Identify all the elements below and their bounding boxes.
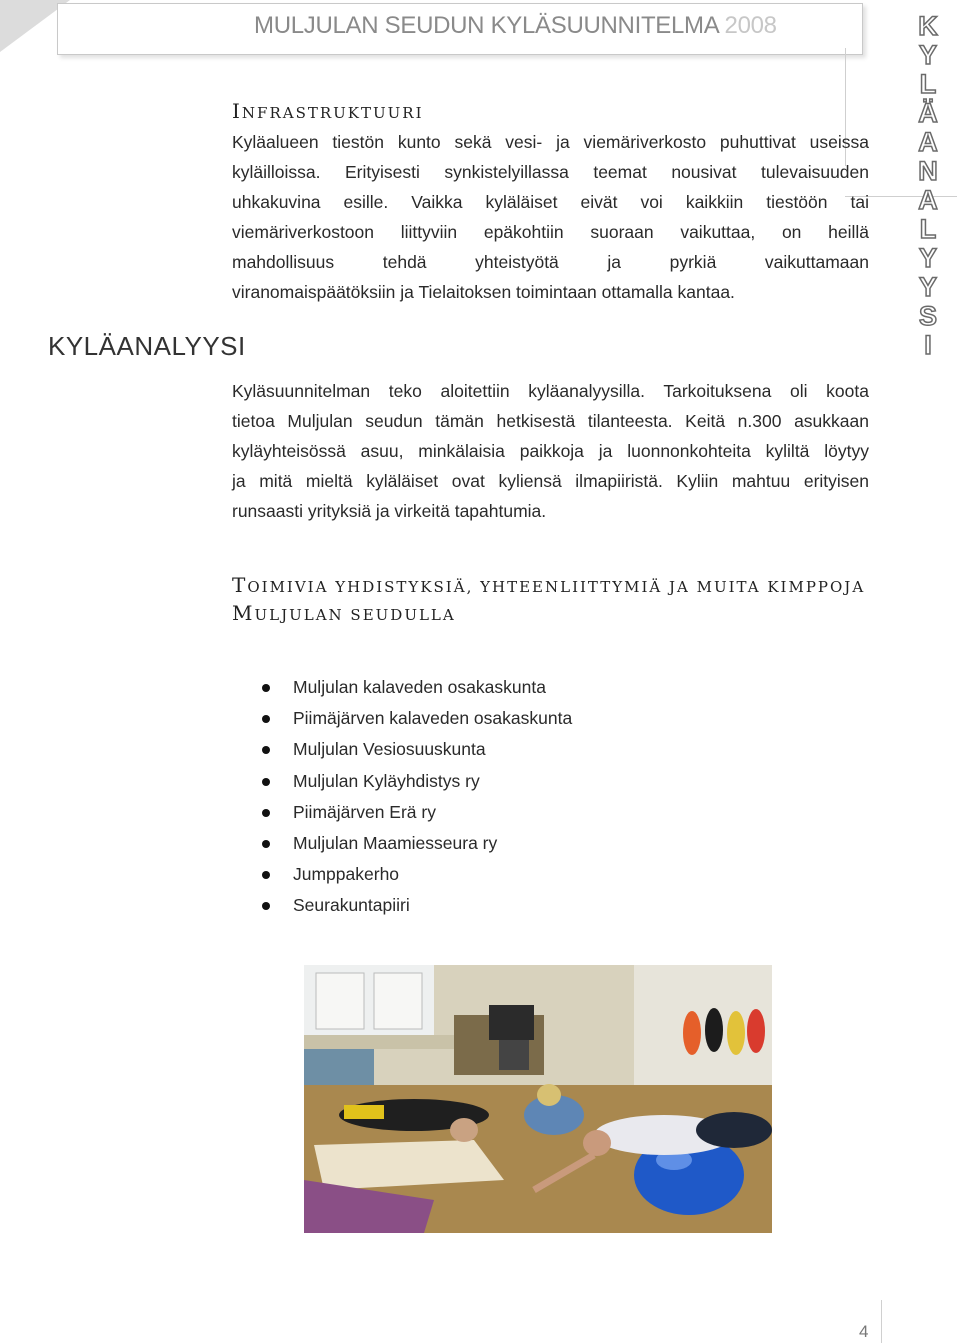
- list-item: [262, 766, 572, 797]
- heading-initial: T: [232, 573, 248, 597]
- infrastructure-paragraph: [232, 127, 869, 307]
- exercise-photo-illustration: [304, 965, 772, 1233]
- section-title: KYLÄANALYYSI: [48, 331, 246, 361]
- list-item: [262, 828, 572, 859]
- list-item: [262, 672, 572, 703]
- vertical-letter: N: [918, 156, 938, 186]
- list-item-label: Muljulan Kyläyhdistys ry: [293, 770, 480, 791]
- vertical-letter: A: [918, 127, 938, 157]
- paragraph-line: mahdollisuus tehdä yhteistyötä ja pyrkiä vaikuttamaan: [232, 252, 869, 272]
- list-item-label: Muljulan Maamiesseura ry: [293, 832, 498, 853]
- list-item: [262, 859, 572, 890]
- paragraph-line: Kyläsuunnitelman teko aloitettiin kyläanalyysilla. Tarkoituksena oli koota: [232, 381, 869, 401]
- bullet-icon: [262, 715, 270, 723]
- document-year: 2008: [724, 12, 777, 39]
- list-item-label: Piimäjärven kalaveden osakaskunta: [293, 708, 573, 729]
- heading-rest: ULJULAN SEUDULLA: [254, 606, 456, 624]
- list-item: [262, 797, 572, 828]
- associations-heading-line-2: [232, 601, 456, 625]
- vertical-letter: Y: [918, 243, 937, 273]
- vertical-letter: L: [919, 214, 937, 244]
- bullet-icon: [262, 746, 270, 754]
- paragraph-line: uhkakuvina esille. Vaikka kyläläiset eivät voi kaikkiin tiestöön tai: [232, 192, 869, 212]
- list-item: [262, 890, 572, 921]
- list-item-label: Piimäjärven Erä ry: [293, 801, 436, 822]
- list-item: [262, 703, 572, 734]
- page-number: 4: [859, 1322, 869, 1341]
- footer-divider: [881, 1300, 882, 1343]
- heading-rest: OIMIVIA YHDISTYKSIÄ, YHTEENLIITTYMIÄ JA MUITA KIMPPOJA: [247, 578, 866, 596]
- associations-list: [262, 672, 572, 922]
- list-item-label: Seurakuntapiiri: [293, 895, 410, 916]
- document-title: [254, 12, 777, 40]
- associations-heading-line-1: [232, 573, 865, 597]
- list-item: [262, 734, 572, 765]
- exercise-photo: [304, 965, 772, 1233]
- bullet-icon: [262, 902, 270, 910]
- bullet-icon: [262, 684, 270, 692]
- bullet-icon: [262, 778, 270, 786]
- vertical-letter: K: [918, 11, 938, 41]
- paragraph-line: kyläilloissa. Erityisesti synkistelyillassa teemat nousivat tulevaisuuden: [232, 162, 869, 182]
- vertical-letter: A: [918, 185, 938, 215]
- infrastructure-heading: [232, 99, 424, 123]
- bullet-icon: [262, 871, 270, 879]
- heading-rest: NFRASTRUKTUURI: [241, 104, 424, 122]
- paragraph-line: tietoa Muljulan seudun tämän hetkisestä tilanteesta. Keitä n.300 asukkaan: [232, 411, 869, 431]
- paragraph-line: viranomaispäätöksiin ja Tielaitoksen toimintaan ottamalla kantaa.: [232, 282, 735, 302]
- vertical-letter: Ä: [918, 98, 938, 128]
- intro-paragraph: [232, 376, 869, 526]
- vertical-letter: Y: [918, 40, 937, 70]
- list-item-label: Jumppakerho: [293, 864, 400, 885]
- list-item-label: Muljulan Vesiosuuskunta: [293, 739, 486, 760]
- bullet-icon: [262, 809, 270, 817]
- list-item-label: Muljulan kalaveden osakaskunta: [293, 677, 546, 697]
- paragraph-line: ja mitä mieltä kyläläiset ovat kyliensä ilmapiiristä. Kyliin mahtuu erityisen: [232, 471, 869, 491]
- bullet-icon: [262, 840, 270, 848]
- vertical-letter: Y: [918, 272, 937, 302]
- vertical-section-title: [908, 12, 948, 360]
- paragraph-line: kyläyhteisössä asuu, minkälaisia paikkoja ja luonnonkohteita kyliltä löytyy: [232, 441, 869, 461]
- paragraph-line: viemäriverkostoon liittyviin epäkohtiin suoraan vaikuttaa, on heillä: [232, 222, 869, 242]
- paragraph-line: Kyläalueen tiestön kunto sekä vesi- ja viemäriverkosto puhuttivat useissa: [232, 132, 869, 152]
- heading-initial: M: [232, 601, 255, 625]
- heading-initial: I: [232, 99, 242, 123]
- paragraph-line: runsaasti yrityksiä ja virkeitä tapahtumia.: [232, 501, 547, 521]
- vertical-letter: I: [924, 330, 932, 360]
- vertical-letter: S: [918, 301, 937, 331]
- document-title-text: MULJULAN SEUDUN KYLÄSUUNNITELMA: [254, 12, 719, 39]
- vertical-letter: L: [919, 69, 937, 99]
